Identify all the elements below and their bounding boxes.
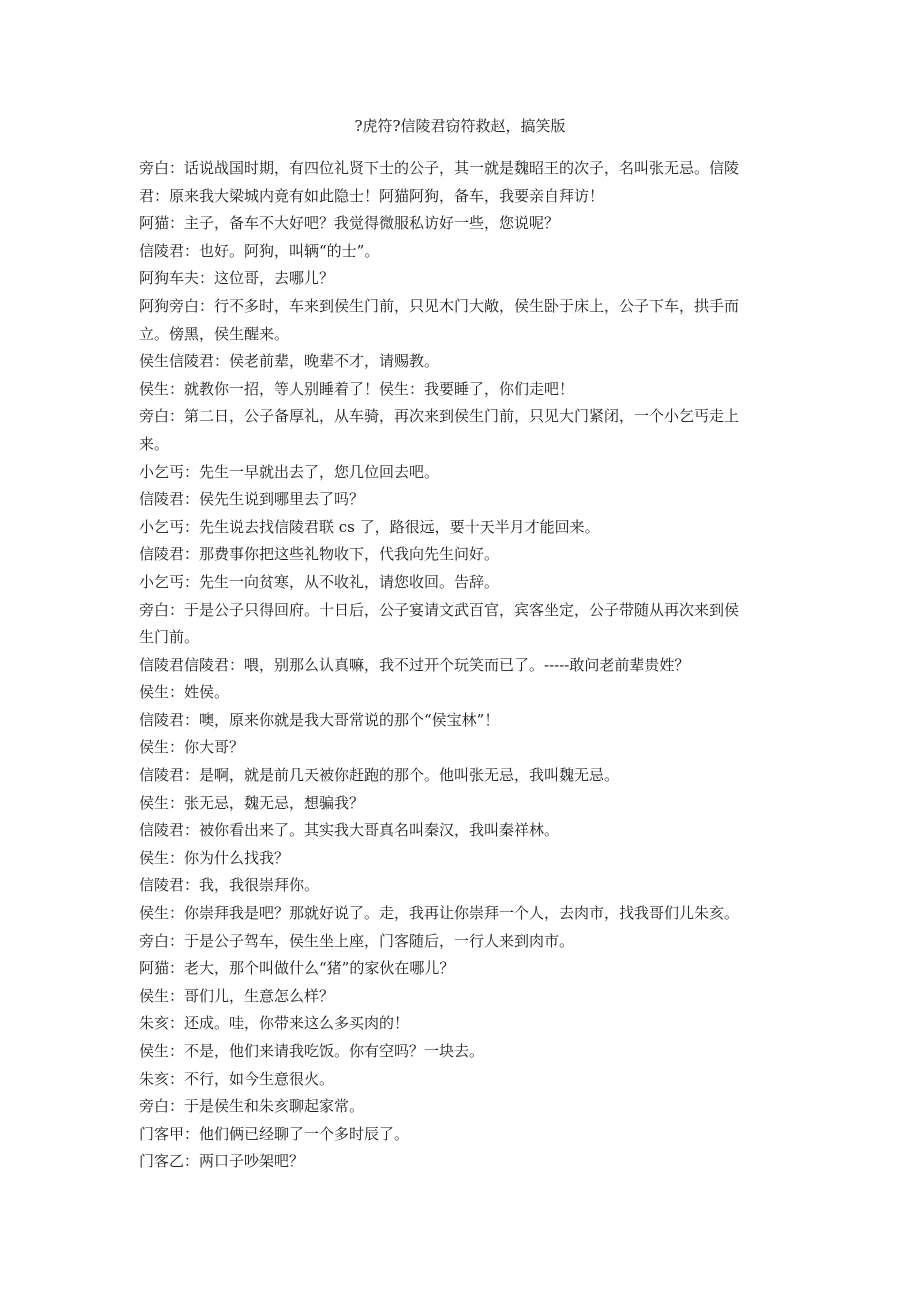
text-line: 小乞丐：先生一早就出去了，您几位回去吧。 [139,462,440,481]
text-line: 信陵君：噢，原来你就是我大哥常说的那个“侯宝林”！ [139,710,500,729]
text-line: 阿猫：老大，那个叫做什么“猪”的家伙在哪儿？ [139,959,455,978]
document-body [139,155,799,1176]
text-line: 朱亥：不行，如今生意很火。 [139,1069,335,1088]
text-line: 门客乙：两口子吵架吧？ [139,1152,305,1171]
text-line: 侯生：就教你一招，等人别睡着了！侯生：我要睡了，你们走吧！ [139,379,575,398]
text-line: 旁白：于是公子驾车，侯生坐上座，门客随后，一行人来到肉市。 [139,931,575,950]
text-line: 侯生：姓侯。 [139,683,230,702]
text-line: 生门前。 [139,628,200,647]
text-line: 信陵君：我，我很崇拜你。 [139,876,320,895]
text-line: 阿狗旁白：行不多时，车来到侯生门前，只见木门大敞，侯生卧于床上，公子下车，拱手而 [139,296,740,315]
text-line: 信陵君：侯先生说到哪里去了吗？ [139,490,365,509]
text-line: 侯生：不是，他们来请我吃饭。你有空吗？一块去。 [139,1042,485,1060]
text-line: 侯生信陵君：侯老前辈，晚辈不才，请赐教。 [139,352,440,371]
text-line: 旁白：于是公子只得回府。十日后，公子宴请文武百官，宾客坐定，公子带随从再次来到侯 [139,600,740,619]
document-title: ?虎符?信陵君窃符救赵，搞笑版 [354,117,566,135]
text-line: 侯生：张无忌，魏无忌，想骗我？ [139,793,365,812]
text-line: 信陵君信陵君：喂，别那么认真嘛，我不过开个玩笑而已了。-----敢问老前辈贵姓？ [139,655,690,674]
text-line: 立。傍黑，侯生醒来。 [139,324,290,343]
text-line: 信陵君：也好。阿狗，叫辆“的士”。 [139,241,380,260]
text-line: 旁白：于是侯生和朱亥聊起家常。 [139,1097,365,1116]
text-line: 门客甲：他们俩已经聊了一个多时辰了。 [139,1124,410,1143]
text-line: 侯生：你为什么找我？ [139,848,290,867]
text-line: 信陵君：是啊，就是前几天被你赶跑的那个。他叫张无忌，我叫魏无忌。 [139,766,620,785]
text-line: 小乞丐：先生说去找信陵君联 cs 了，路很远，要十天半月才能回来。 [139,517,600,536]
text-line: 侯生：哥们儿，生意怎么样？ [139,986,335,1005]
text-line: 旁白：话说战国时期，有四位礼贤下士的公子，其一就是魏昭王的次子，名叫张无忌。信陵 [139,159,740,177]
text-line: 君：原来我大梁城内竟有如此隐士！阿猫阿狗，备车，我要亲自拜访！ [139,186,605,205]
text-line: 来。 [139,434,170,453]
text-line: 阿狗车夫：这位哥，去哪儿？ [139,269,335,288]
text-line: 旁白：第二日，公子备厚礼，从车骑，再次来到侯生门前，只见大门紧闭，一个小乞丐走上 [139,407,740,426]
text-line: 侯生：你大哥？ [139,738,245,757]
text-line: 信陵君：那费事你把这些礼物收下，代我向先生问好。 [139,545,500,564]
text-line: 朱亥：还成。哇，你带来这么多买肉的！ [139,1014,410,1033]
text-line: 侯生：你崇拜我是吧？那就好说了。走，我再让你崇拜一个人，去肉市，找我哥们儿朱亥。 [139,904,740,923]
text-line: 小乞丐：先生一向贫寒，从不收礼，请您收回。告辞。 [139,572,500,591]
text-line: 阿猫：主子，备车不大好吧？我觉得微服私访好一些，您说呢？ [139,214,560,233]
text-line: 信陵君：被你看出来了。其实我大哥真名叫秦汉，我叫秦祥林。 [139,821,560,840]
